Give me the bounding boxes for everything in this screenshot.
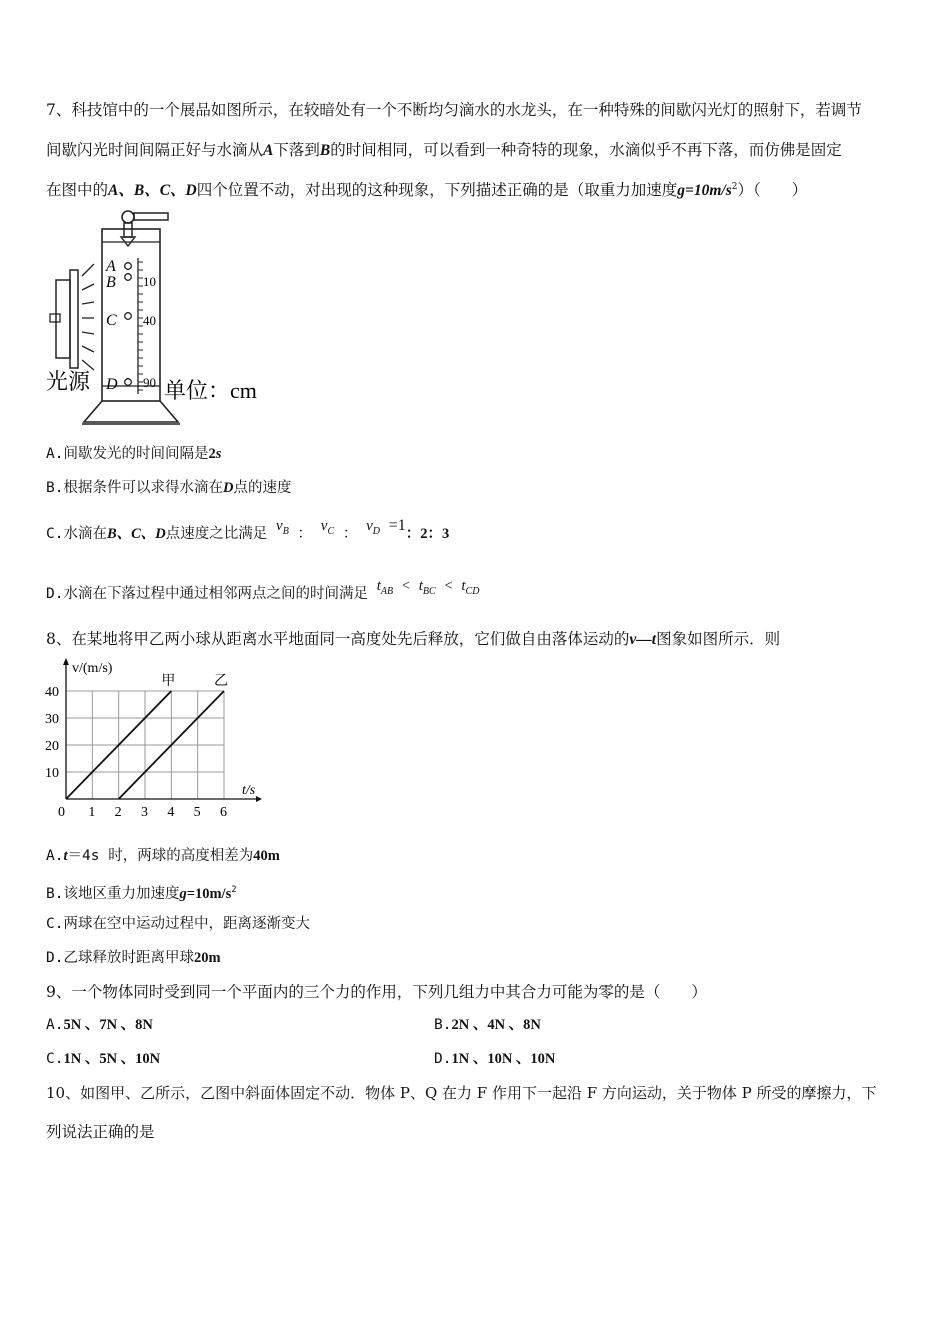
series-label: 乙 (214, 674, 228, 689)
q7-option-d-t1-sub: AB (380, 586, 394, 597)
q7-option-b-text2: 点的速度 (233, 480, 292, 496)
q7-option-c-points: B、C、D (106, 526, 166, 542)
q7-option-c-tail: ：2：3 (405, 526, 450, 542)
q7-option-d-t3-sub: CD (465, 586, 480, 597)
x-tick-label: 5 (193, 805, 201, 820)
q7-gravity-exp: 2 (731, 182, 738, 192)
q9-option-a-prefix: A. (46, 1017, 64, 1033)
q7-option-b-text1: 根据条件可以求得水滴在 (63, 480, 223, 496)
q7-line2-part-a: 间歇闪光时间间隔正好与水滴从 (46, 141, 264, 159)
q10-stem-line2: 列说法正确的是 (46, 1123, 155, 1141)
faucet-pipe (124, 223, 132, 237)
q8-option-a-value: 40m (253, 848, 280, 864)
q8-option-d-text: 乙球释放时距离甲球 (63, 950, 194, 966)
unit-label: 单位：cm (164, 378, 257, 403)
q7-option-c-prefix: C. (46, 526, 64, 542)
drop-b (125, 274, 132, 281)
label-b: B (106, 274, 116, 291)
x-axis-label: t/s (242, 783, 256, 798)
q7-option-b[interactable] (46, 478, 291, 498)
label-c: C (106, 312, 117, 329)
y-tick-label: 30 (45, 712, 59, 727)
q7-option-a-prefix: A. (46, 446, 64, 462)
q7-point-a: A (263, 142, 274, 159)
q9-option-d-value: 1N 、10N 、10N (451, 1051, 556, 1067)
q8-option-a-text: ＝4s 时，两球的高度相差为 (67, 848, 254, 864)
q8-option-d[interactable] (46, 948, 221, 968)
q8-option-b-g: g (179, 885, 187, 902)
q7-option-d-t1: t (376, 578, 381, 594)
q7-option-d-t2-sub: BC (422, 586, 436, 597)
q9-option-d[interactable] (434, 1049, 555, 1069)
q9-option-b[interactable] (434, 1015, 541, 1035)
tick-label-10: 10 (143, 274, 156, 289)
q9-option-b-prefix: B. (434, 1017, 452, 1033)
drop-d (125, 379, 132, 386)
q7-option-d-lt2: < (444, 578, 453, 594)
q7-option-d-text: 水滴在下落过程中通过相邻两点之间的时间满足 (63, 586, 368, 602)
q7-option-c-vc-sub: C (327, 526, 335, 537)
q8-option-b[interactable] (46, 880, 237, 904)
x-tick-label: 4 (167, 805, 175, 820)
q7-point-b: B (319, 142, 331, 159)
light-rays (82, 264, 94, 370)
drop-c (125, 313, 132, 320)
q7-line2-part-c: 的时间相同，可以看到一种奇特的现象，水滴似乎不再下落，而仿佛是固定 (330, 141, 842, 159)
q9-option-b-value: 2N 、4N 、8N (451, 1017, 541, 1033)
chart-grid (66, 691, 224, 799)
q7-figure (44, 206, 284, 430)
q7-option-a-value: 2 (208, 446, 216, 462)
label-a: A (106, 258, 116, 275)
q9-option-c[interactable] (46, 1049, 160, 1069)
q8-stem-part-a: 8、在某地将甲乙两小球从距离水平地面同一高度处先后释放，它们做自由落体运动的 (46, 630, 630, 648)
q7-option-c-sep2: ： (342, 526, 358, 542)
x-tick-label: 0 (58, 805, 65, 820)
q7-option-d-t2: t (418, 578, 423, 594)
q7-line3-part-c: ）（ ） (737, 181, 808, 200)
q9-stem: 9、一个物体同时受到同一个平面内的三个力的作用，下列几组力中其合力可能为零的是（ ） (46, 983, 707, 1001)
q7-option-b-d: D (222, 480, 234, 496)
y-axis-label: v/(m/s) (72, 661, 113, 676)
q7-option-c-vd-sub: D (372, 526, 380, 537)
q7-option-c-text1: 水滴在 (63, 526, 107, 542)
faucet-spout (134, 213, 168, 220)
q8-vt-chart (40, 654, 270, 822)
y-tick-label: 20 (45, 739, 59, 754)
lamp-front (70, 270, 78, 368)
q9-option-d-prefix: D. (434, 1051, 452, 1067)
q7-option-c[interactable] (46, 517, 450, 550)
q7-option-c-vc: v (320, 518, 328, 534)
x-tick-label: 6 (220, 805, 227, 820)
q9-option-c-prefix: C. (46, 1051, 64, 1067)
x-tick-label: 2 (114, 805, 122, 820)
q8-stem (46, 629, 780, 650)
q8-option-b-exp: 2 (231, 885, 237, 895)
y-axis-arrow (63, 658, 69, 665)
drop-a (125, 263, 132, 270)
q7-option-a[interactable] (46, 444, 221, 464)
q7-stem-line1: 7、科技馆中的一个展品如图所示，在较暗处有一个不断均匀滴水的水龙头，在一种特殊的间歇闪光灯的照射下，若调节 (46, 101, 862, 119)
q7-option-c-text2: 点速度之比满足 (165, 526, 268, 542)
q8-vt: v—t (629, 631, 657, 648)
q8-option-a-t: t (63, 848, 68, 864)
tick-label-40: 40 (143, 313, 156, 328)
q8-option-c-prefix: C. (46, 916, 64, 932)
q7-option-c-vd: v (366, 518, 373, 534)
q9-option-c-value: 1N 、5N 、10N (63, 1051, 161, 1067)
q9-option-a-value: 5N 、7N 、8N (63, 1017, 153, 1033)
tick-label-90: 90 (143, 375, 156, 390)
q7-option-d-t3: t (461, 578, 466, 594)
q7-line2-part-b: 下落到 (273, 141, 320, 159)
q7-option-b-prefix: B. (46, 480, 64, 496)
q8-option-a-prefix: A. (46, 848, 64, 864)
q8-option-c-text: 两球在空中运动过程中，距离逐渐变大 (63, 916, 310, 932)
q8-option-d-value: 20m (193, 950, 221, 966)
q8-option-b-text: 该地区重力加速度 (63, 885, 180, 902)
series-label: 甲 (161, 674, 176, 689)
q10-stem-line1: 10、如图甲、乙所示，乙图中斜面体固定不动．物体 P、Q 在力 F 作用下一起沿 F 方向运动，关于物体 P 所受的摩擦力，下 (46, 1084, 877, 1102)
stand-base (84, 401, 178, 422)
q7-option-d[interactable] (46, 578, 480, 610)
y-tick-label: 10 (45, 766, 59, 781)
faucet-knob (122, 211, 134, 223)
q7-points: A、B、C、D (108, 182, 197, 200)
q8-option-d-prefix: D. (46, 950, 64, 966)
q8-stem-part-b: 图象如图所示．则 (656, 630, 781, 648)
q7-option-d-lt1: < (401, 578, 411, 594)
light-source-label: 光源 (46, 369, 91, 394)
q9-option-a[interactable] (46, 1015, 153, 1035)
q7-option-a-unit: s (215, 446, 222, 462)
q7-line3-part-b: 四个位置不动，对出现的这种现象，下列描述正确的是（取重力加速度 (196, 181, 678, 200)
q8-option-b-value: =10m/s (186, 885, 232, 902)
q7-line3-part-a: 在图中的 (46, 181, 109, 200)
q7-option-a-text: 间歇发光的时间间隔是 (63, 446, 209, 462)
y-tick-label: 40 (45, 685, 59, 700)
q7-option-d-prefix: D. (46, 586, 64, 602)
x-axis-arrow (256, 796, 262, 802)
q7-option-c-eq: =1 (388, 517, 406, 534)
q7-gravity: g=10m/s (677, 182, 732, 200)
lamp-body (56, 280, 70, 358)
q8-option-c[interactable] (46, 914, 310, 934)
q7-stem-line2 (46, 140, 842, 161)
q8-option-b-prefix: B. (46, 885, 64, 902)
x-tick-label: 3 (141, 805, 148, 820)
x-tick-label: 1 (88, 805, 96, 820)
label-d: D (106, 376, 118, 393)
q8-option-a[interactable] (46, 846, 280, 866)
q7-stem-line3 (46, 177, 807, 201)
q7-option-c-vb-sub: B (282, 526, 289, 537)
q7-option-c-vb: v (276, 518, 283, 534)
q7-option-c-sep1: ： (297, 526, 313, 542)
